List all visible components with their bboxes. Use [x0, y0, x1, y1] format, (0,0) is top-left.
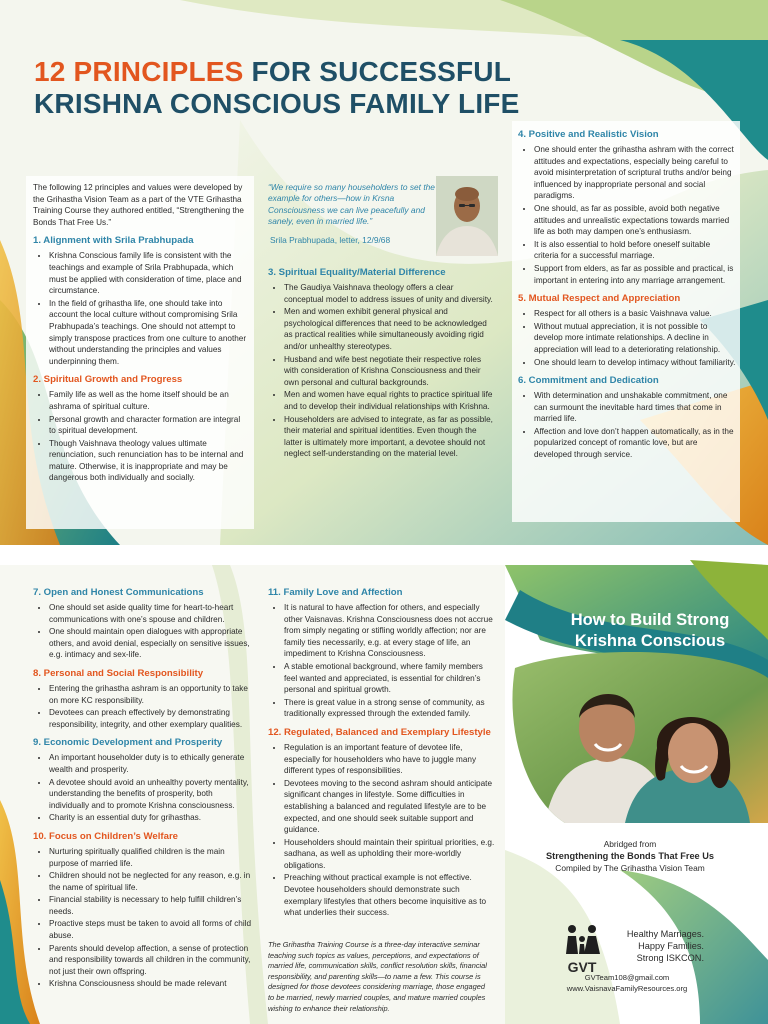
- couple-photo: [505, 648, 768, 823]
- family-icon: [562, 924, 602, 954]
- intro-text: The following 12 principles and values were developed by the Grihastha Vision Team as a part of the VTE Grihastha Training Course they authored entitled, “Strengthening the Bonds That Free Us.”: [33, 183, 244, 227]
- bullet: • Householders should maintain their spiritual priorities, e.g. sadhana, as well as upholding their more-worldly obligations.: [284, 837, 496, 872]
- bullets-s6: [518, 390, 736, 461]
- quote-text: “We require so many householders to set the example for others—how in Krsna Consciousness we can live peacefully and sanely, even in married life.”: [268, 182, 435, 227]
- bullet: • Parents should develop affection, a sense of protection and responsibility towards all children in the community, not just their own offspring.: [49, 943, 255, 978]
- column-2-bottom: [268, 580, 496, 920]
- bullet: • A devotee should avoid an unhealthy poverty mentality, understanding the benefits of prosperity, both individually and to promote Krishna consciousness.: [49, 777, 255, 812]
- bullets-s8: [33, 683, 255, 730]
- heading-s5: 5. Mutual Respect and Appreciation: [518, 293, 681, 305]
- logo-text: GVT: [567, 959, 597, 975]
- abridged-from: Abridged from: [603, 839, 657, 849]
- bullet: • Krishna Consciousness should be made relevant: [49, 978, 255, 990]
- heading-s4: 4. Positive and Realistic Vision: [518, 129, 659, 140]
- heading-s1: 1. Alignment with Srila Prabhupada: [33, 235, 194, 247]
- prabhupada-portrait: [436, 176, 498, 256]
- heading-s9: 9. Economic Development and Prosperity: [33, 737, 223, 749]
- cover-title-line1: How to Build Strong: [570, 611, 730, 629]
- bullets-s9: [33, 752, 255, 824]
- column-1-bottom: [33, 580, 255, 991]
- bullets-s5: [518, 308, 736, 368]
- bullet: • One should learn to develop intimacy without familiarity.: [534, 357, 736, 369]
- bullet: • It is natural to have affection for others, and especially other Vaisnavas. Krishna Consciousness does not accrue from simply negating or stifling worldly affection; nor are family ties necessarily, e.g. at every stage of life, an impediment to Krishna Consciousness.: [284, 602, 496, 660]
- bullets-s1: [33, 250, 247, 367]
- bullet: • One should, as far as possible, avoid both negative attitudes and unrealistic expectations towards married life as both may dampen one’s enthusiasm.: [534, 203, 736, 238]
- bullet: • A stable emotional background, where family members feel wanted and appreciated, is essential for children’s personal and spiritual growth.: [284, 661, 496, 696]
- email-link[interactable]: GVTeam108@gmail.com: [584, 973, 670, 982]
- bullet: • Financial stability is necessary to help fulfill children’s needs.: [49, 894, 255, 917]
- column-1-top: [33, 182, 247, 485]
- bullets-s12: [268, 742, 496, 919]
- bullet: • There is great value in a strong sense of community, as traditionally expressed through the extended family.: [284, 697, 496, 720]
- heading-s8: 8. Personal and Social Responsibility: [33, 667, 204, 679]
- heading-s11: 11. Family Love and Affection: [268, 587, 403, 598]
- bullet: • Devotees moving to the second ashram should anticipate significant changes in lifestyle. Some difficulties in establishing a balanced and regulated lifestyle are to be expected, and one should seek suitable support and guidance.: [284, 778, 496, 836]
- bullet: • Though Vaishnava theology values ultimate renunciation, such renunciation has to be internal and mature. Otherwise, it is inappropriate and may be dangerous both individually and socially.: [49, 438, 247, 484]
- abridged-block: [520, 838, 740, 874]
- tagline-line: Happy Families.: [638, 941, 704, 951]
- bullet: • Nurturing spiritually qualified children is the main purpose of married life.: [49, 846, 255, 869]
- bullets-s3: [268, 282, 494, 460]
- bullet: • Regulation is an important feature of devotee life, especially for householders who have to juggle many different types of responsibilities.: [284, 742, 496, 777]
- column-3-top: [518, 122, 736, 462]
- page-title: [34, 56, 519, 120]
- heading-s3: 3. Spiritual Equality/Material Difference: [268, 267, 446, 278]
- bullet: • Family life as well as the home itself should be an ashrama of spiritual culture.: [49, 389, 247, 412]
- bullet: • One should enter the grihastha ashram with the correct attitudes and expectations, especially being careful to avoid misinterpretation of scriptural truths and/or being influenced by inappropriate personal and social paradigms.: [534, 144, 736, 202]
- bullet: • An important householder duty is to ethically generate wealth and prosperity.: [49, 752, 255, 775]
- bullet: • With determination and unshakable commitment, one can surmount the inevitable hard times that come in married life.: [534, 390, 736, 425]
- bullet: • Respect for all others is a basic Vaishnava value.: [534, 308, 736, 320]
- heading-s12: 12. Regulated, Balanced and Exemplary Lifestyle: [268, 726, 491, 738]
- tagline-line: Strong ISKCON.: [636, 953, 704, 963]
- bullet: • Children should not be neglected for any reason, e.g. in the name of spiritual life.: [49, 870, 255, 893]
- bullets-s4: [518, 144, 736, 286]
- bullet: • It is also essential to hold before oneself suitable criteria for a successful marriage.: [534, 239, 736, 262]
- compiled-by: Compiled by The Grihastha Vision Team: [555, 863, 705, 873]
- bullet: • Affection and love don’t happen automatically, as in the popularized concept of romantic love, but are developed through service.: [534, 426, 736, 461]
- bullet: • Charity is an essential duty for grihasthas.: [49, 812, 255, 824]
- book-title: Strengthening the Bonds That Free Us: [546, 851, 714, 861]
- bullet: • Householders are advised to integrate, as far as possible, their material and spiritual identities. Even though the latter is ultimately more important, a devotee should not neglect self-understanding on the material level.: [284, 414, 494, 460]
- heading-s7: 7. Open and Honest Communications: [33, 587, 204, 598]
- gvt-logo: [562, 924, 602, 975]
- bullet: • Without mutual appreciation, it is not possible to develop more intimate relationships. A decline in appreciation will lead to a deteriorating relationship.: [534, 321, 736, 356]
- heading-s2: 2. Spiritual Growth and Progress: [33, 374, 183, 386]
- bullet: • Devotees can preach effectively by demonstrating responsibility, integrity, and other exemplary qualities.: [49, 707, 255, 730]
- course-note: The Grihastha Training Course is a three-day interactive seminar teaching such topics as values, perceptions, and expectations of married life, communication skills, conflict resolution skills, financial responsibility, and parenting skills—to name a few. This course is designed for those devotees considering marriage, those engaged to be married, newly married couples, and mature married couples wishing to enhance their relationship.: [268, 940, 487, 1013]
- cover-title-line2: Krishna Conscious: [574, 632, 726, 650]
- title-accent: 12 PRINCIPLES: [34, 56, 244, 87]
- column-2-top: [268, 260, 494, 461]
- bullet: • Preaching without practical example is not effective. Devotee householders should demonstrate such exemplary lifestyles that others become inquisitive as to what underlies their success.: [284, 872, 496, 918]
- bullets-s11: [268, 602, 496, 720]
- quote-citation: Srila Prabhupada, letter, 12/9/68: [270, 234, 391, 245]
- title-rest: FOR SUCCESSFUL: [251, 56, 512, 87]
- bullets-s2: [33, 389, 247, 484]
- heading-s10: 10. Focus on Children’s Welfare: [33, 830, 179, 842]
- bullet: • In the field of grihastha life, one should take into account the local culture without compromising Srila Prabhupada’s teachings. One should not attempt to simply transpose practices from one culture to another without understanding the principles and values underpinning them.: [49, 298, 247, 368]
- bullet: • One should set aside quality time for heart-to-heart communications with one’s spouse and children.: [49, 602, 255, 625]
- bullet: • Men and women exhibit general physical and psychological differences that need to be acknowledged as practical realities while simultaneously avoiding rigid and/or unhealthy stereotypes.: [284, 306, 494, 352]
- bullets-s7: [33, 602, 255, 661]
- title-line2: KRISHNA CONSCIOUS FAMILY LIFE: [34, 88, 520, 119]
- bullet: • Men and women have equal rights to practice spiritual life and to develop their individual relationships with Krishna.: [284, 389, 494, 412]
- heading-s6: 6. Commitment and Dedication: [518, 375, 659, 387]
- tagline-line: Healthy Marriages.: [626, 929, 704, 939]
- bullets-s10: [33, 846, 255, 990]
- bullet: • Support from elders, as far as possible and practical, is important in entering into any marriage arrangement.: [534, 263, 736, 286]
- bullet: • Krishna Conscious family life is consistent with the teachings and example of Srila Prabhupada, which must be applied with consideration of time, place and circumstance.: [49, 250, 247, 296]
- website-link[interactable]: www.VaisnavaFamilyResources.org: [566, 984, 688, 993]
- bullet: • Proactive steps must be taken to avoid all forms of child abuse.: [49, 918, 255, 941]
- prabhupada-quote: [268, 182, 436, 246]
- bullet: • Husband and wife best negotiate their respective roles with consideration of Krishna Consciousness and their own personal and cultural backgrounds.: [284, 354, 494, 389]
- bullet: • One should maintain open dialogues with appropriate others, and avoid denial, especially on sensitive issues, e.g. intimacy and sex-life.: [49, 626, 255, 661]
- contact-info: [548, 972, 706, 994]
- bullet: • Entering the grihastha ashram is an opportunity to take on more KC responsibility.: [49, 683, 255, 706]
- bullet: • The Gaudiya Vaishnava theology offers a clear conceptual model to address issues of unity and diversity.: [284, 282, 494, 305]
- bullet: • Personal growth and character formation are integral to spiritual development.: [49, 414, 247, 437]
- tagline: [604, 928, 704, 964]
